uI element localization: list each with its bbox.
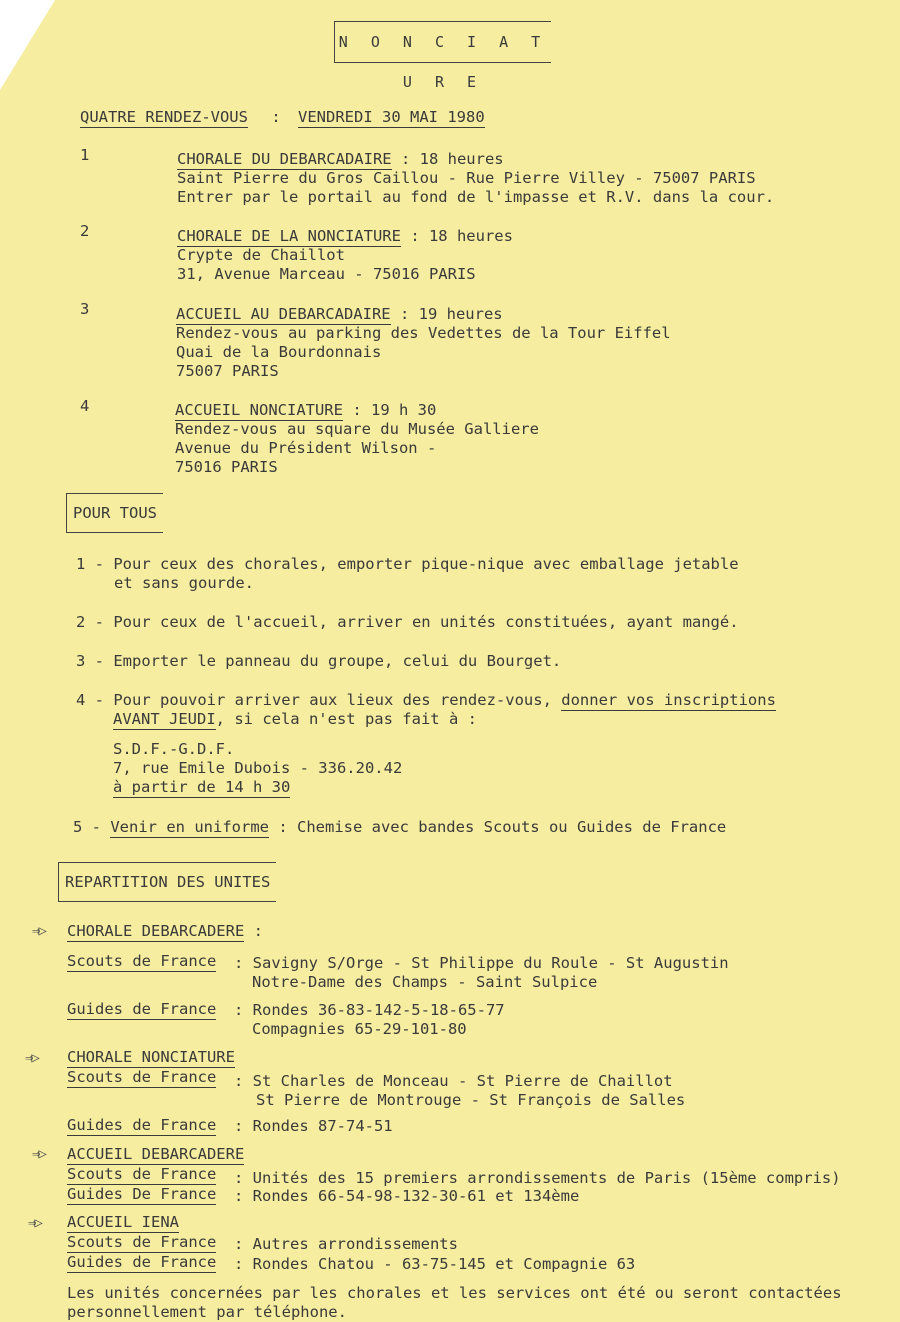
list-item: [76, 691, 776, 729]
unit-label: [67, 1233, 216, 1252]
unit-label: [67, 1185, 216, 1204]
rdv-number: 4: [80, 397, 90, 415]
guides-label: Guides de France: [67, 1253, 217, 1271]
unit-label: [67, 1068, 216, 1087]
repartition-box: REPARTITION DES UNITES: [58, 862, 276, 902]
unit-text: Notre-Dame des Champs - Saint Sulpice: [252, 973, 598, 991]
page-title: N O N C I A T U R E: [334, 21, 551, 63]
address-line: 7, rue Emile Dubois - 336.20.42: [113, 759, 403, 777]
unit-list: [234, 1072, 685, 1110]
rdv-line: Crypte de Chaillot: [177, 246, 345, 264]
header-left: QUATRE RENDEZ-VOUS: [80, 108, 248, 126]
guides-label: Guides de France: [67, 1116, 217, 1134]
guides-label: Guides De France: [67, 1185, 217, 1203]
unit-text: : Autres arrondissements: [234, 1235, 458, 1253]
unit-label: [67, 1253, 216, 1272]
section-title: CHORALE DEBARCADERE: [67, 922, 245, 940]
address-block: [113, 740, 402, 797]
rdv-name: ACCUEIL AU DEBARCADAIRE: [176, 305, 391, 323]
footer-line: personnellement par téléphone.: [67, 1303, 347, 1321]
footer-note: [67, 1284, 842, 1322]
section-heading: [67, 922, 263, 941]
unit-label: [67, 1165, 216, 1184]
list-item: 2 - Pour ceux de l'accueil, arriver en unités constituées, ayant mangé.: [76, 613, 739, 631]
list-item-text: 4 - Pour pouvoir arriver aux lieux des rendez-vous,: [76, 691, 552, 709]
emphasis-text: AVANT JEUDI: [113, 710, 216, 728]
unit-text: : Rondes 66-54-98-132-30-61 et 134ème: [234, 1187, 580, 1205]
section-colon: :: [253, 922, 263, 940]
rdv-line: 75016 PARIS: [175, 458, 278, 476]
rdv-line: Quai de la Bourdonnais: [176, 343, 382, 361]
scouts-label: Scouts de France: [67, 1068, 217, 1086]
address-line: S.D.F.-G.D.F.: [113, 740, 235, 758]
emphasis-text: donner vos inscriptions: [561, 691, 776, 709]
rdv-name: CHORALE DU DEBARCADAIRE: [177, 150, 392, 168]
rdv-line: Entrer par le portail au fond de l'impasse et R.V. dans la cour.: [177, 188, 775, 206]
rdv-name: CHORALE DE LA NONCIATURE: [177, 227, 401, 245]
footer-line: Les unités concernées par les chorales et les services ont été ou seront contactées: [67, 1284, 842, 1302]
arrow-icon: ⇒▷: [28, 1215, 41, 1231]
list-item: [76, 555, 739, 593]
arrow-icon: ⇒▷: [25, 1050, 38, 1066]
scouts-label: Scouts de France: [67, 1233, 217, 1251]
unit-label: [67, 952, 216, 971]
list-item: 3 - Emporter le panneau du groupe, celui du Bourget.: [76, 652, 562, 670]
unit-text: Compagnies 65-29-101-80: [252, 1020, 467, 1038]
header-sep: :: [271, 108, 281, 126]
rdv-item: [177, 150, 774, 207]
unit-label: [67, 1116, 216, 1135]
header-date: VENDREDI 30 MAI 1980: [298, 108, 485, 126]
list-item-text: 1 - Pour ceux des chorales, emporter pique-nique avec emballage jetable: [76, 555, 739, 573]
rdv-line: Saint Pierre du Gros Caillou - Rue Pierre Villey - 75007 PARIS: [177, 169, 756, 187]
arrow-icon: ⇒▷: [32, 923, 45, 939]
rdv-item: [175, 401, 539, 477]
scouts-label: Scouts de France: [67, 952, 217, 970]
rdv-name: ACCUEIL NONCIATURE: [175, 401, 343, 419]
list-item-text: , si cela n'est pas fait à :: [215, 710, 477, 728]
section-heading: [67, 1145, 244, 1164]
address-line: à partir de 14 h 30: [113, 778, 291, 796]
section-title: ACCUEIL IENA: [67, 1213, 179, 1231]
rdv-time: : 19 h 30: [352, 401, 437, 419]
emphasis-text: Venir en uniforme: [110, 818, 269, 836]
list-item-text: : Chemise avec bandes Scouts ou Guides de France: [278, 818, 727, 836]
rdv-item: [176, 305, 671, 381]
unit-text: : Rondes 36-83-142-5-18-65-77: [234, 1001, 505, 1019]
rdv-line: Avenue du Président Wilson -: [175, 439, 437, 457]
rdv-time: : 18 heures: [410, 227, 513, 245]
rdv-line: Rendez-vous au parking des Vedettes de la Tour Eiffel: [176, 324, 671, 342]
unit-text: : Rondes 87-74-51: [234, 1117, 393, 1135]
unit-text: : St Charles de Monceau - St Pierre de Chaillot: [234, 1072, 673, 1090]
unit-text: : Savigny S/Orge - St Philippe du Roule - St Augustin: [234, 954, 729, 972]
guides-label: Guides de France: [67, 1000, 217, 1018]
unit-list: [234, 1001, 505, 1039]
pour-tous-box: POUR TOUS: [66, 493, 163, 533]
rdv-number: 1: [80, 146, 90, 164]
section-heading: [67, 1213, 179, 1232]
rdv-time: : 18 heures: [400, 150, 504, 168]
section-heading: [67, 1048, 235, 1067]
section-title: CHORALE NONCIATURE: [67, 1048, 235, 1066]
unit-text: St Pierre de Montrouge - St François de Salles: [256, 1091, 686, 1109]
unit-list: [234, 954, 729, 992]
rdv-number: 3: [80, 300, 90, 318]
unit-text: : Rondes Chatou - 63-75-145 et Compagnie 63: [234, 1255, 636, 1273]
rdv-line: 75007 PARIS: [176, 362, 279, 380]
scouts-label: Scouts de France: [67, 1165, 217, 1183]
arrow-icon: ⇒▷: [32, 1146, 45, 1162]
list-item-text: et sans gourde.: [114, 574, 254, 592]
rdv-line: Rendez-vous au square du Musée Galliere: [175, 420, 539, 438]
rdv-time: : 19 heures: [399, 305, 503, 323]
list-item-text: 5 -: [73, 818, 101, 836]
folded-corner: [0, 0, 55, 90]
section-title: ACCUEIL DEBARCADERE: [67, 1145, 245, 1163]
rdv-number: 2: [80, 222, 90, 240]
rdv-item: [177, 227, 513, 284]
unit-label: [67, 1000, 216, 1019]
unit-text: : Unités des 15 premiers arrondissements de Paris (15ème compris): [234, 1169, 841, 1187]
list-item: [73, 818, 726, 837]
header-line: [80, 108, 485, 127]
rdv-line: 31, Avenue Marceau - 75016 PARIS: [177, 265, 476, 283]
